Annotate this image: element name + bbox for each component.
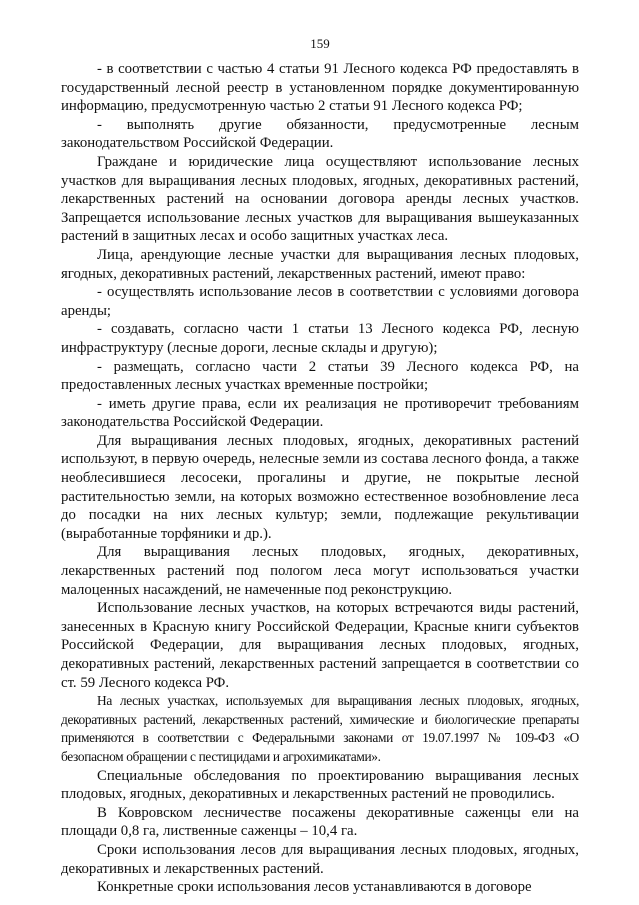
- paragraph-citizens: Граждане и юридические лица осуществляют использование лесных участков для выращивания лесных плодовых, ягодных, декоративных растений, лекарственных растений на основании договора аренды лесных участков. Запрещается использование лесных участков для выращивания вышеуказанных растений в защитных лесах и особо защитных участках леса.: [61, 153, 579, 245]
- paragraph-lands: Для выращивания лесных плодовых, ягодных, декоративных растений используют, в первую очередь, нелесные земли из состава лесного фонда, а также необлесившиеся лесосеки, прогалины и другие, не покрытые лесной растительностью земли, на которых возможно естественное возобновление леса до посадки на них лесных культур; земли, подлежащие рекультивации (выработанные торфяники и др.).: [61, 432, 579, 542]
- paragraph-terms: Сроки использования лесов для выращивания лесных плодовых, ягодных, декоративных и лекарственных растений.: [61, 841, 579, 877]
- page-number: 159: [310, 36, 330, 51]
- paragraph-surveys: Специальные обследования по проектированию выращивания лесных плодовых, ягодных, декоративных и лекарственных растений не проводились.: [61, 767, 579, 803]
- paragraph-reestr: - в соответствии с частью 4 статьи 91 Лесного кодекса РФ предоставлять в государственный лесной реестр в установленном порядке документированную информацию, предусмотренную частью 2 статьи 91 Лесного кодекса РФ;: [61, 61, 579, 115]
- paragraph-obligations: - выполнять другие обязанности, предусмотренные лесным законодательством Российской Федерации.: [61, 116, 579, 152]
- paragraph-kovrov: В Ковровском лесничестве посажены декоративные саженцы ели на площади 0,8 га, лиственные саженцы – 10,4 га.: [61, 804, 579, 840]
- paragraph-right-buildings: - размещать, согласно части 2 статьи 39 Лесного кодекса РФ, на предоставленных лесных участках временные постройки;: [61, 358, 579, 394]
- paragraph-terms-contract: Конкретные сроки использования лесов устанавливаются в договоре: [97, 879, 532, 896]
- paragraph-right-infrastructure: - создавать, согласно части 1 статьи 13 Лесного кодекса РФ, лесную инфраструктуру (лесные дороги, лесные склады и другую);: [61, 321, 579, 356]
- paragraph-canopy: Для выращивания лесных плодовых, ягодных, декоративных, лекарственных растений под пологом леса могут использоваться участки малоценных насаждений, не намеченные под реконструкцию.: [61, 544, 579, 598]
- paragraph-right-other: - иметь другие права, если их реализация не противоречит требованиям законодательства Российской Федерации.: [61, 395, 579, 431]
- paragraph-red-book: Использование лесных участков, на которых встречаются виды растений, занесенных в Красную книгу Российской Федерации, Красные книги субъектов Российской Федерации, для выращивания лесных плодовых, ягодных, декоративных растений, лекарственных растений запрещается в соответствии со ст. 59 Лесного кодекса РФ.: [61, 600, 579, 691]
- paragraph-rights-intro: Лица, арендующие лесные участки для выращивания лесных плодовых, ягодных, декоративных растений, лекарственных растений, имеют право:: [61, 246, 579, 282]
- paragraph-right-use: - осуществлять использование лесов в соответствии с условиями договора аренды;: [61, 284, 579, 319]
- paragraph-chemicals: На лесных участках, используемых для выращивания лесных плодовых, ягодных, декоративных растений, лекарственных растений, химические и биологические препараты применяются в соответствии с Федеральными законами от 19.07.1997 № 109-ФЗ «О безопасном обращении с пестицидами и агрохимикатами».: [61, 693, 579, 764]
